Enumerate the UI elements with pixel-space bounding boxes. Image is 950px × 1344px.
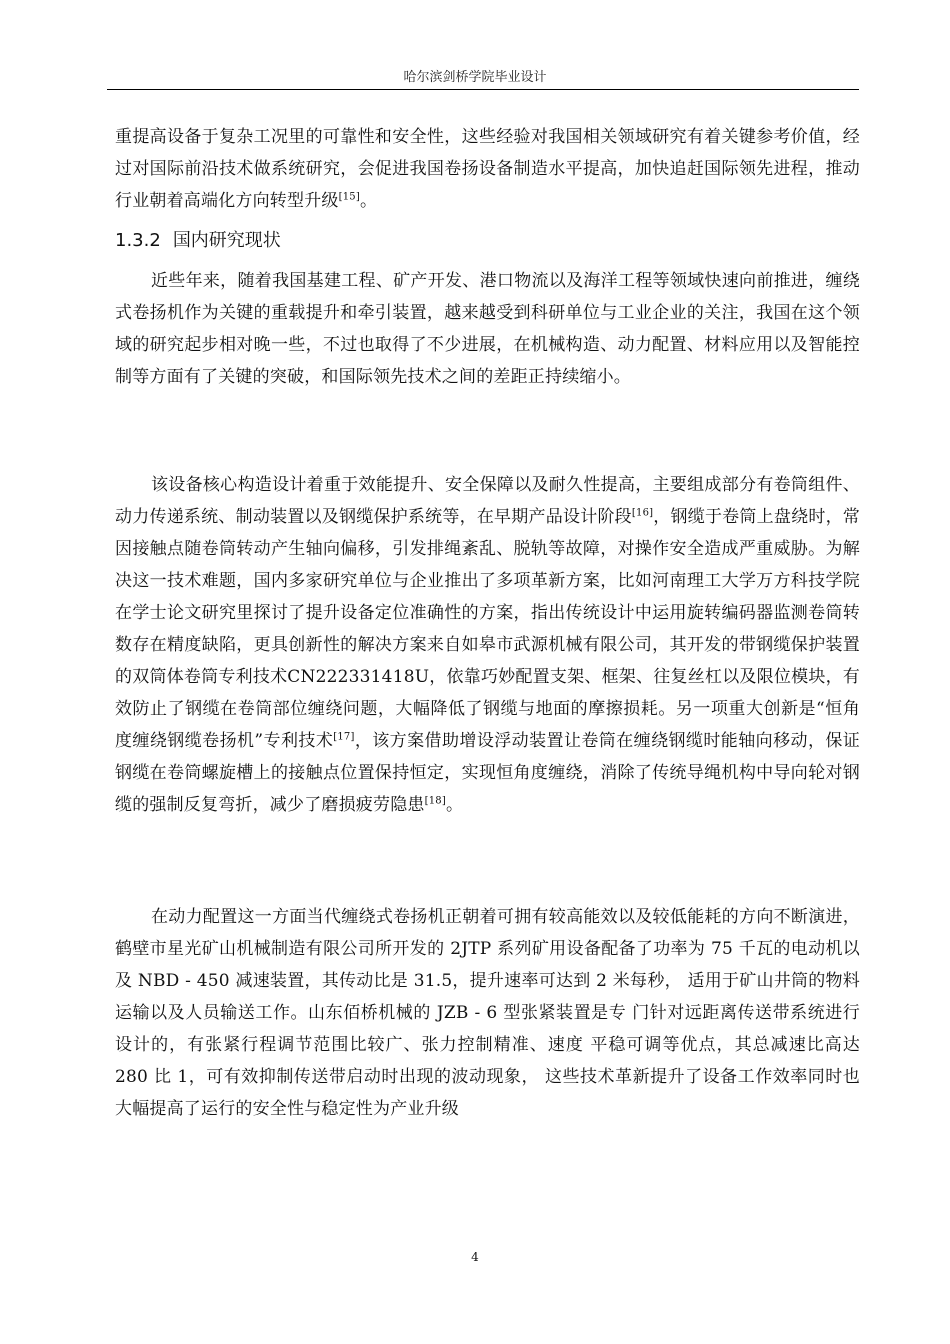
section-title: 国内研究现状 xyxy=(172,230,281,251)
paragraph-end: 。 xyxy=(445,795,464,815)
section-heading xyxy=(115,226,281,252)
paragraph-end: 。 xyxy=(359,191,378,211)
page-number: 4 xyxy=(471,1250,479,1264)
paragraph-continuation xyxy=(115,121,860,217)
paragraph-2 xyxy=(115,469,860,821)
paragraph-text xyxy=(115,121,860,217)
citation: [16] xyxy=(631,507,654,519)
paragraph-text xyxy=(115,469,860,821)
paragraph-1 xyxy=(115,265,860,393)
paragraph-3 xyxy=(115,901,860,1125)
paragraph-body: 重提高设备于复杂工况里的可靠性和安全性，这些经验对我国相关领域研究有着关键参考价值，经过对国际前沿技术做系统研究，会促进我国卷扬设备制造水平提高，加快追赶国际领先进程，推动行业朝着高端化方向转型升级 xyxy=(115,127,860,211)
citation: [18] xyxy=(424,795,446,807)
header-divider xyxy=(107,89,859,90)
section-number: 1.3.2 xyxy=(115,230,161,251)
citation: [15] xyxy=(338,191,360,203)
paragraph-body: ，该方案借助增设浮动装置让卷筒在缠绕钢缆时能轴向移动，保证钢缆在卷筒螺旋槽上的接触点位置保持恒定，实现恒角度缠绕，消除了传统导绳机构中导向轮对钢缆的强制反复弯折，减少了磨损疲劳隐患 xyxy=(115,731,860,815)
paragraph-text: 近些年来，随着我国基建工程、矿产开发、港口物流以及海洋工程等领域快速向前推进，缠绕式卷扬机作为关键的重载提升和牵引装置，越来越受到科研单位与工业企业的关注，我国在这个领域的研究起步相对晚一些，不过也取得了不少进展，在机械构造、动力配置、材料应用以及智能控制等方面有了关键的突破，和国际领先技术之间的差距正持续缩小。 xyxy=(115,271,860,387)
page-header: 哈尔滨剑桥学院毕业设计 xyxy=(403,70,547,85)
paragraph-body: 该设备核心构造设计着重于效能提升、安全保障以及耐久性提高，主要组成部分有卷筒组件、动力传递系统、制动装置以及钢缆保护系统等，在早期产品设计阶段 xyxy=(115,475,860,527)
paragraph-body: ，钢缆于卷筒上盘绕时，常因接触点随卷筒转动产生轴向偏移，引发排绳紊乱、脱轨等故障，对操作安全造成严重威胁。为解决这一技术难题，国内多家研究单位与企业推出了多项革新方案，比如河南理工大学万方科技学院在学士论文研究里探讨了提升设备定位准确性的方案，指出传统设计中运用旋转编码器监测卷筒转数存在精度缺陷，更具创新性的解决方案来自如皋市武源机械有限公司，其开发的带钢缆保护装置的双筒体卷筒专利技术CN222331418U，依靠巧妙配置支架、框架、往复丝杠以及限位模块，有效防止了钢缆在卷筒部位缠绕问题，大幅降低了钢缆与地面的摩擦损耗。另一项重大创新是“恒角度缠绕钢缆卷扬机”专利技术 xyxy=(115,507,860,751)
paragraph-text: 在动力配置这一方面当代缠绕式卷扬机正朝着可拥有较高能效以及较低能耗的方向不断演进，鹤壁市星光矿山机械制造有限公司所开发的 2JTP 系列矿用设备配备了功率为 75 千瓦的电动机以及 NBD - 450 减速装置，其传动比是 31.5，提升速率可达到 2 米每秒， 适用于矿山井筒的物料运输以及人员输送工作。山东佰桥机械的 JZB - 6 型张紧装置是专 门针对远距离传送带系统进行设计的，有张紧行程调节范围比较广、张力控制精准、速度 平稳可调等优点，其总减速比高达 280 比 1，可有效抑制传送带启动时出现的波动现象， 这些技术革新提升了设备工作效率同时也大幅提高了运行的安全性与稳定性为产业升级 xyxy=(115,907,860,1119)
citation: [17] xyxy=(333,731,355,743)
